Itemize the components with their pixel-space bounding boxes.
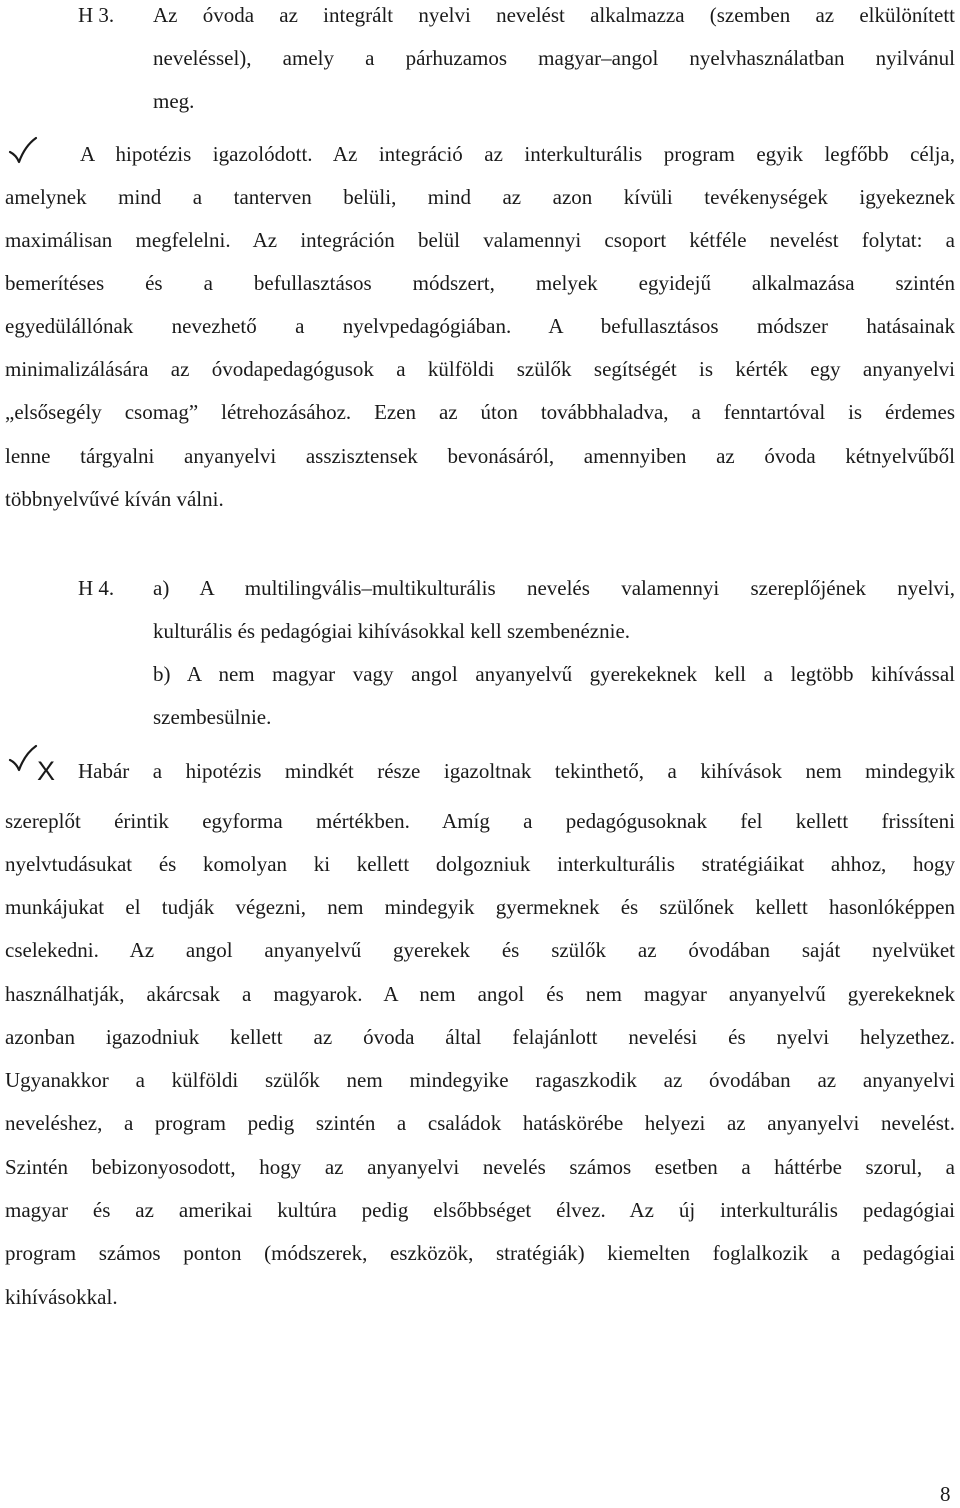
result-4-line-11: magyar és az amerikai kultúra pedig elsőbbséget élvez. Az új interkulturális pedagógiai — [5, 1198, 955, 1222]
result-3-line-6: minimalizálására az óvodapedagógusok a külföldi szülők segítségét is kérték egy anyanyelvi — [5, 357, 955, 381]
hypothesis-4-line-1: a) A multilingvális–multikulturális nevelés valamennyi szereplőjének nyelvi, — [153, 576, 955, 600]
result-3-line-8: lenne tárgyalni anyanyelvi asszisztensek bevonásáról, amennyiben az óvoda kétnyelvűből — [5, 444, 955, 468]
result-4-line-6: használhatják, akárcsak a magyarok. A nem angol és nem magyar anyanyelvű gyerekeknek — [5, 982, 955, 1006]
result-4-line-8: Ugyanakkor a külföldi szülők nem mindegyike ragaszkodik az óvodában az anyanyelvi — [5, 1068, 955, 1092]
result-3-line-9: többnyelvűvé kíván válni. — [5, 487, 224, 511]
cross-mark: X — [37, 756, 56, 786]
hypothesis-3-line-1: Az óvoda az integrált nyelvi nevelést alkalmazza (szemben az elkülönített — [153, 3, 955, 27]
result-4-line-5: cselekedni. Az angol anyanyelvű gyerekek és szülők az óvodában saját nyelvüket — [5, 938, 955, 962]
result-3-line-3: maximálisan megfelelni. Az integráción belül valamennyi csoport kétféle nevelést folytat: a — [5, 228, 955, 252]
checkmark-icon — [8, 744, 38, 772]
hypothesis-4-line-2: kulturális és pedagógiai kihívásokkal kell szembenéznie. — [153, 619, 631, 643]
checkmark-icon — [8, 136, 38, 164]
hypothesis-3-line-3: meg. — [153, 89, 195, 113]
hypothesis-4-line-3: b) A nem magyar vagy angol anyanyelvű gyerekeknek kell a legtöbb kihívással — [153, 662, 955, 686]
result-4-line-1: Habár a hipotézis mindkét része igazoltnak tekinthető, a kihívások nem mindegyik — [78, 759, 955, 783]
result-4-line-7: azonban igazodniuk kellett az óvoda által felajánlott nevelési és nyelvi helyzethez. — [5, 1025, 955, 1049]
result-4-line-4: munkájukat el tudják végezni, nem mindegyik gyermeknek és szülőnek kellett hasonlóképpen — [5, 895, 955, 919]
result-3-line-1: A hipotézis igazolódott. Az integráció az interkulturális program egyik legfőbb célja, — [80, 142, 955, 166]
result-4-line-12: program számos ponton (módszerek, eszközök, stratégiák) kiemelten foglalkozik a pedagógiai — [5, 1241, 955, 1265]
hypothesis-3-label: H 3. — [78, 3, 115, 27]
result-4-line-9: neveléshez, a program pedig szintén a családok hatáskörébe helyezi az anyanyelvi nevelést. — [5, 1111, 955, 1135]
result-3-line-4: bemerítéses és a befullasztásos módszert, melyek egyidejű alkalmazása szintén — [5, 271, 955, 295]
result-4-line-2: szereplőt érintik egyforma mértékben. Amíg a pedagógusoknak fel kellett frissíteni — [5, 809, 955, 833]
result-4-line-13: kihívásokkal. — [5, 1285, 118, 1309]
hypothesis-4-label: H 4. — [78, 576, 115, 600]
result-3-line-7: „elsősegély csomag” létrehozásához. Ezen az úton továbbhaladva, a fenntartóval is érdemes — [5, 400, 955, 424]
page-number: 8 — [940, 1482, 951, 1506]
hypothesis-4-line-4: szembesülnie. — [153, 705, 272, 729]
hypothesis-3-line-2: neveléssel), amely a párhuzamos magyar–angol nyelvhasználatban nyilvánul — [153, 46, 955, 70]
result-4-line-3: nyelvtudásukat és komolyan ki kellett dolgozniuk interkulturális stratégiáikat ahhoz, hogy — [5, 852, 955, 876]
result-4-line-10: Szintén bebizonyosodott, hogy az anyanyelvi nevelés számos esetben a háttérbe szorul, a — [5, 1155, 955, 1179]
result-3-line-5: egyedülállónak nevezhető a nyelvpedagógiában. A befullasztásos módszer hatásainak — [5, 314, 955, 338]
result-3-line-2: amelynek mind a tanterven belüli, mind az azon kívüli tevékenységek igyekeznek — [5, 185, 955, 209]
